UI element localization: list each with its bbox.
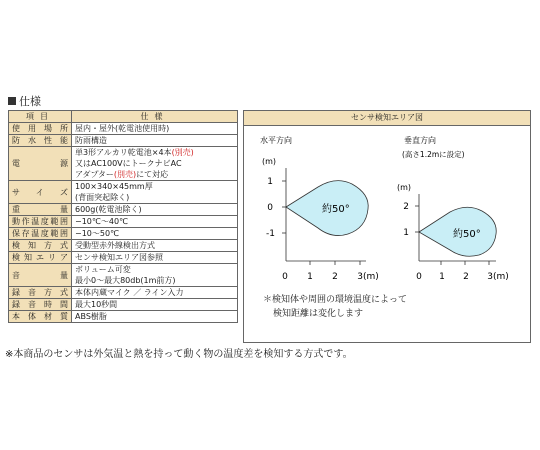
vertical-label: 垂直方向: [404, 136, 436, 145]
header-item: 項目: [9, 111, 72, 123]
v-tick-y-2: 2: [403, 202, 409, 212]
h-tick-x-3: 3(m): [357, 272, 379, 282]
spec-item-value: ABS樹脂: [72, 311, 238, 323]
spec-item-label: 動作温度範囲: [9, 216, 72, 228]
spec-value-line: 又はAC100VにトークナビAC: [75, 159, 182, 168]
spec-item-value: 600g(乾電池除く): [72, 204, 238, 216]
h-tick-y-1: 1: [267, 177, 273, 187]
spec-item-value: 防雨構造: [72, 135, 238, 147]
spec-item-label: サイズ: [9, 181, 72, 204]
spec-item-label: 検知方式: [9, 240, 72, 252]
spec-item-label: 使用場所: [9, 123, 72, 135]
footnote: ※本商品のセンサは外気温と熱を持って動く物の温度差を検知する方式です。: [5, 349, 353, 360]
v-tick-x-0: 0: [416, 272, 422, 282]
table-row: [9, 240, 238, 252]
h-tick-y-0: 0: [267, 203, 273, 213]
table-row: [9, 181, 238, 204]
vertical-angle: 約50°: [453, 229, 481, 240]
horizontal-angle: 約50°: [322, 204, 350, 215]
h-tick-y-neg1: -1: [266, 229, 275, 239]
spec-value-line: アダプター(別売)にて対応: [75, 170, 169, 179]
table-row: [9, 216, 238, 228]
spec-item-label: 重量: [9, 204, 72, 216]
spec-item-label: 本体材質: [9, 311, 72, 323]
spec-item-value: [72, 264, 238, 287]
header-spec: 仕様: [72, 111, 238, 123]
spec-item-label: 音量: [9, 264, 72, 287]
spec-item-value: 屋内・屋外(乾電池使用時): [72, 123, 238, 135]
v-tick-x-1: 1: [439, 272, 445, 282]
spec-item-value: 本体内蔵マイク ／ ライン入力: [72, 287, 238, 299]
spec-item-label: 防水性能: [9, 135, 72, 147]
spec-item-value: [72, 181, 238, 204]
v-tick-x-2: 2: [463, 272, 469, 282]
horizontal-unit-y: (m): [262, 157, 277, 166]
optional-note: (別売): [113, 170, 137, 179]
spec-value-line: ボリューム可変: [75, 265, 131, 274]
spec-item-label: 録音方式: [9, 287, 72, 299]
table-row: [9, 287, 238, 299]
square-bullet-icon: [8, 97, 16, 105]
table-row: [9, 123, 238, 135]
spec-item-value: センサ検知エリア図参照: [72, 252, 238, 264]
table-row: [9, 299, 238, 311]
vertical-unit-y: (m): [397, 183, 412, 192]
spec-item-label: 保存温度範囲: [9, 228, 72, 240]
horizontal-label: 水平方向: [260, 136, 292, 145]
spec-item-value: −10℃〜40℃: [72, 216, 238, 228]
sensor-note-line-1: ＊検知体や周囲の環境温度によって: [263, 295, 408, 305]
table-row: [9, 147, 238, 181]
table-row: [9, 228, 238, 240]
table-row: [9, 311, 238, 323]
h-tick-x-1: 1: [307, 272, 313, 282]
spec-item-label: 電源: [9, 147, 72, 181]
sensor-note: [263, 293, 407, 321]
spec-value-line: (背面突起除く): [75, 193, 130, 202]
v-tick-x-3: 3(m): [487, 272, 509, 282]
v-tick-y-1: 1: [403, 228, 409, 238]
table-row: [9, 252, 238, 264]
spec-item-value: 受動型赤外線検出方式: [72, 240, 238, 252]
table-row: [9, 264, 238, 287]
spec-item-label: 検知エリア: [9, 252, 72, 264]
spec-value-line: 100×340×45mm厚: [75, 182, 153, 191]
optional-note: (別売): [171, 148, 194, 157]
sensor-note-line-2: 検知距離は変化します: [273, 309, 364, 319]
spec-item-value: 最大10秒間: [72, 299, 238, 311]
table-row: [9, 204, 238, 216]
spec-value-line: 最小0〜最大80db(1m前方): [75, 276, 176, 285]
spec-item-value: [72, 147, 238, 181]
spec-heading: 仕様: [8, 93, 41, 109]
spec-item-label: 録音時間: [9, 299, 72, 311]
spec-table: [8, 110, 238, 323]
sensor-title: センサ検知エリア図: [244, 111, 530, 126]
h-tick-x-2: 2: [332, 272, 338, 282]
spec-value-line: 単3形アルカリ乾電池×4本(別売): [75, 148, 194, 157]
h-tick-x-0: 0: [282, 272, 288, 282]
vertical-sublabel: (高さ1.2mに設定): [402, 150, 465, 159]
spec-item-value: −10〜50℃: [72, 228, 238, 240]
table-row: [9, 135, 238, 147]
